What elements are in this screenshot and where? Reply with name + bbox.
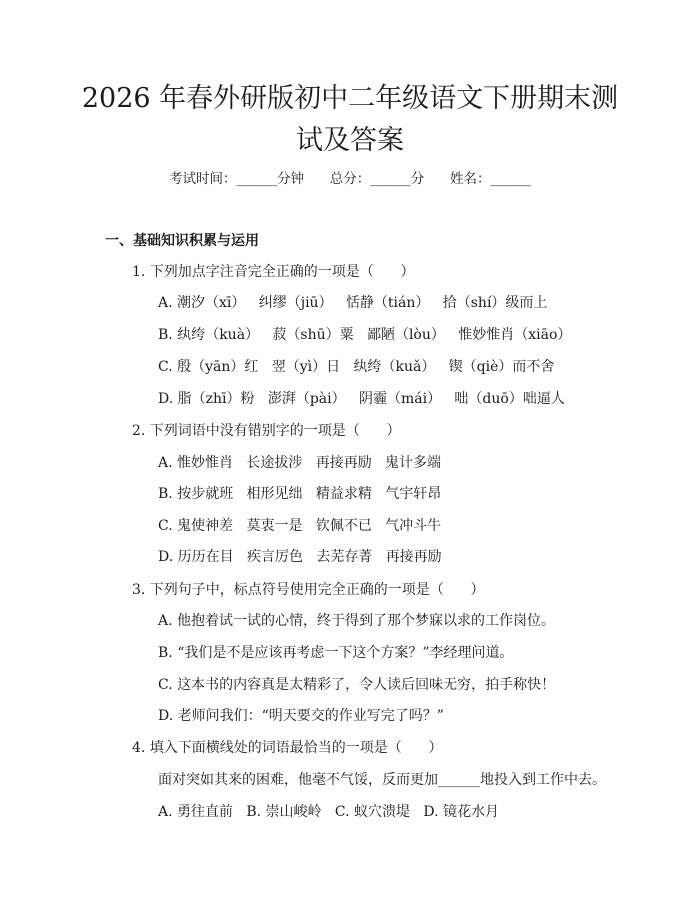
document-title [60,78,640,162]
question-4-options: A. 勇往直前 B. 崇山峻岭 C. 蚁穴溃堤 D. 镜花水月 [158,804,499,820]
title-line-2: 试及答案 [296,125,404,156]
question-1-option-d: D. 脂（zhī）粉 澎湃（pài） 阴霾（mái） 咄（duō）咄逼人 [158,391,565,407]
question-2-option-b: B. 按步就班 相形见绌 精益求精 气宇轩昂 [158,486,442,502]
title-line-1: 2026 年春外研版初中二年级语文下册期末测 [81,83,619,114]
question-1-option-b: B. 纨绔（kuà） 菽（shū）粟 鄙陋（lòu） 惟妙惟肖（xiāo） [158,327,572,343]
question-1-option-c: C. 殷（yān）红 翌（yì）日 纨绔（kuǎ） 锲（qiè）而不舍 [158,359,555,375]
question-4-stem: 4. 填入下面横线处的词语最恰当的一项是（ ） [132,740,443,756]
question-2-stem: 2. 下列词语中没有错别字的一项是（ ） [132,423,401,439]
question-3-option-c: C. 这本书的内容真是太精彩了，令人读后回味无穷，拍手称快！ [158,677,556,693]
section-heading: 一、基础知识积累与运用 [105,233,259,249]
question-2-option-d: D. 历历在目 疾言厉色 去芜存菁 再接再励 [158,549,442,565]
question-3-stem: 3. 下列句子中，标点符号使用完全正确的一项是（ ） [132,582,485,598]
question-3-option-a: A. 他抱着试一试的心情，终于得到了那个梦寐以求的工作岗位。 [158,613,556,629]
exam-info: 考试时间：______分钟 总分：______分 姓名：______ [169,171,531,187]
question-2-option-a: A. 惟妙惟肖 长途拔涉 再接再励 鬼计多端 [158,455,442,471]
question-4-sentence: 面对突如其来的困难，他毫不气馁，反而更加______地投入到工作中去。 [158,772,606,788]
question-3-option-b: B. “我们是不是应该再考虑一下这个方案？”李经理问道。 [158,645,514,661]
question-1-option-a: A. 潮汐（xī） 纠缪（jiū） 恬静（tián） 拾（shí）级而上 [158,295,548,311]
question-1-stem: 1. 下列加点字注音完全正确的一项是（ ） [132,264,415,280]
question-3-option-d: D. 老师问我们：“明天要交的作业写完了吗？” [158,708,444,724]
question-2-option-c: C. 鬼使神差 莫衷一是 钦佩不已 气冲斗牛 [158,518,442,534]
